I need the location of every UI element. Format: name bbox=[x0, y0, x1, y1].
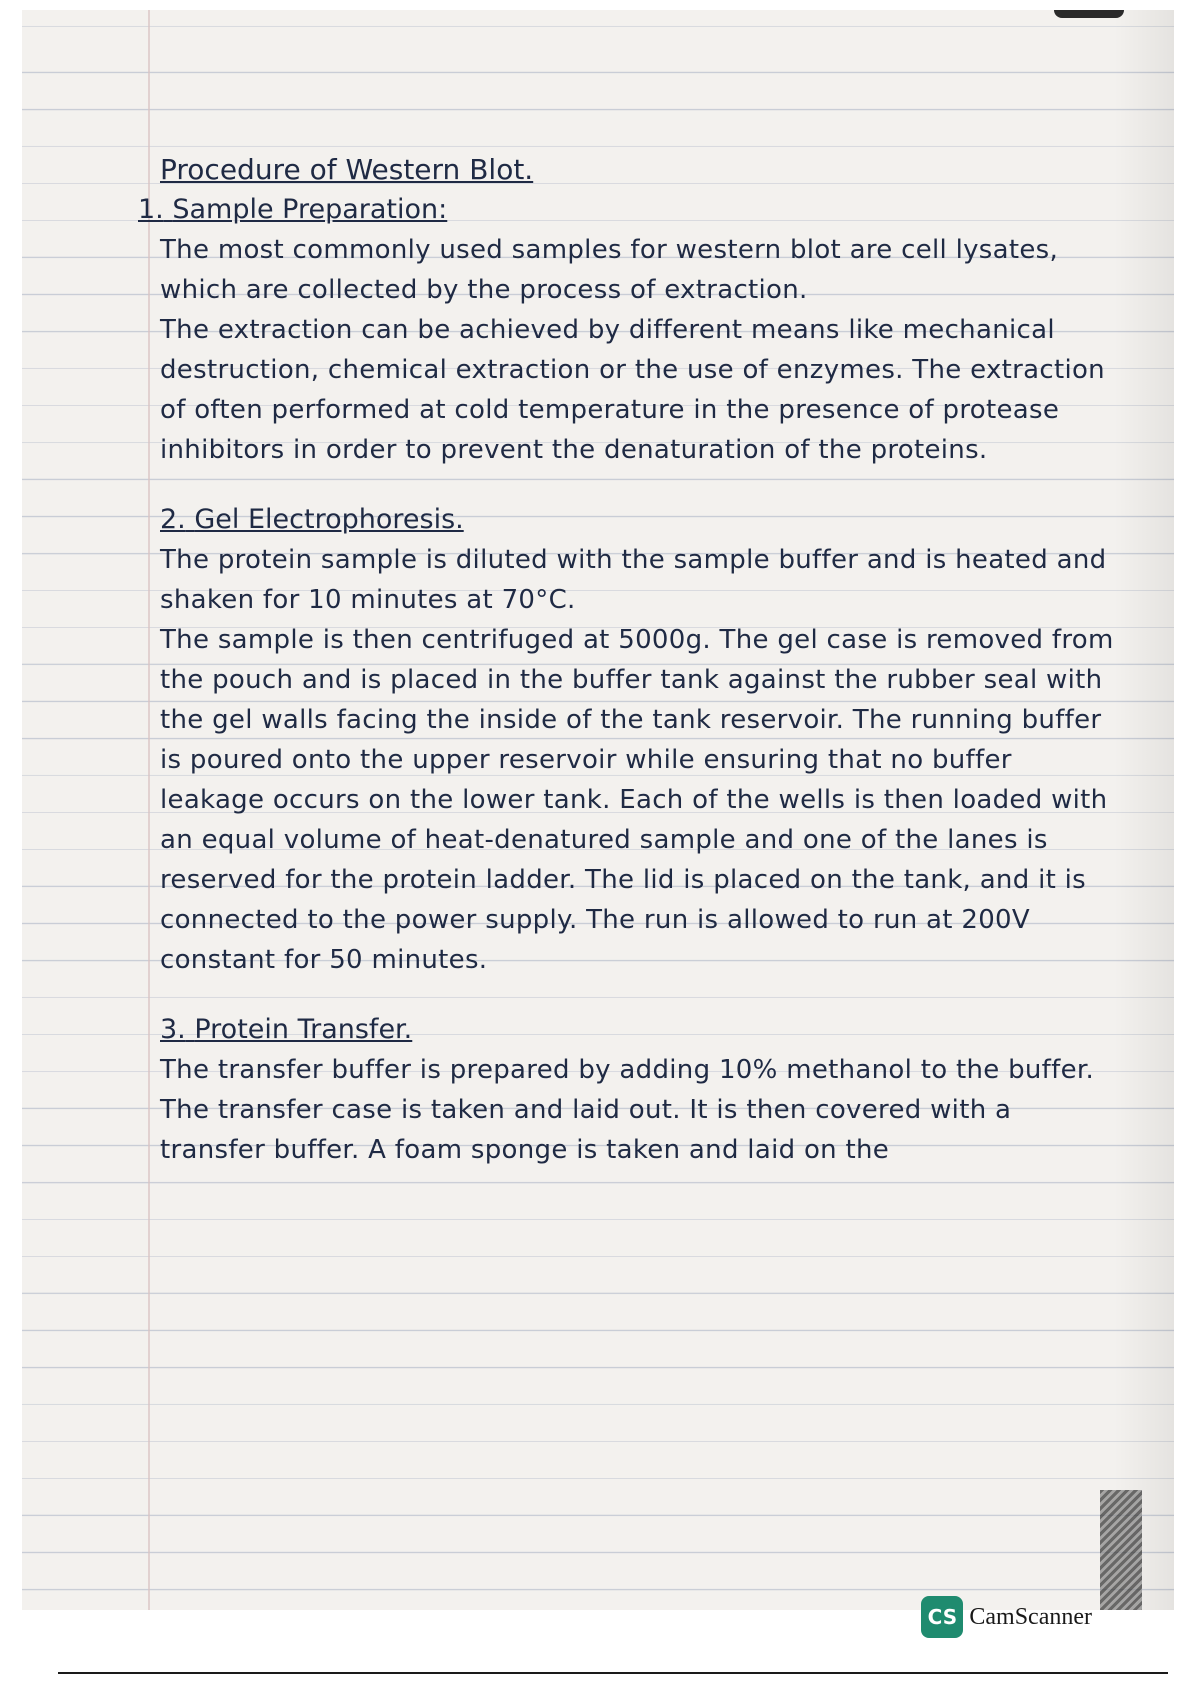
bottom-rule bbox=[58, 1672, 1168, 1674]
camscanner-watermark bbox=[921, 1596, 1092, 1638]
camscanner-logo-icon: CS bbox=[921, 1596, 963, 1638]
page-corner-top bbox=[1054, 10, 1124, 18]
paragraph: The sample is then centrifuged at 5000g. The gel case is removed from the pouch and is placed in the buffer tank against the rubber seal with the gel walls facing the inside of the tank reservoir. The running buffer is poured onto the upper reservoir while ensuring that no buffer leakage occurs on the lower tank. Each of the wells is then loaded with an equal volume of heat-denatured sample and one of the lanes is reserved for the protein ladder. The lid is placed on the tank, and it is connected to the power supply. The run is allowed to run at 200V constant for 50 minutes. bbox=[160, 625, 1114, 975]
section-title: Gel Electrophoresis. bbox=[194, 504, 464, 535]
section-sample-preparation bbox=[138, 190, 1120, 470]
section-title: Protein Transfer. bbox=[194, 1014, 413, 1045]
document-title: Procedure of Western Blot. bbox=[160, 153, 534, 186]
handwritten-content bbox=[138, 150, 1120, 1192]
section-number: 1. bbox=[138, 194, 164, 225]
camscanner-text: CamScanner bbox=[969, 1603, 1092, 1630]
section-title: Sample Preparation: bbox=[172, 194, 448, 225]
page-fold-shadow bbox=[1114, 10, 1174, 1610]
section-heading bbox=[160, 500, 1120, 540]
section-heading bbox=[138, 190, 1120, 230]
section-number: 3. bbox=[160, 1014, 186, 1045]
section-protein-transfer bbox=[160, 1010, 1120, 1170]
paragraph: The transfer buffer is prepared by adding 10% methanol to the buffer. The transfer case is taken and laid out. It is then covered with a transfer buffer. A foam sponge is taken and laid on the bbox=[160, 1055, 1095, 1165]
page-corner-bottom bbox=[1100, 1490, 1142, 1610]
section-gel-electrophoresis bbox=[160, 500, 1120, 980]
margin-line bbox=[148, 10, 150, 1610]
paragraph: The protein sample is diluted with the sample buffer and is heated and shaken for 10 minutes at 70°C. bbox=[160, 545, 1107, 615]
section-number: 2. bbox=[160, 504, 186, 535]
paragraph: The extraction can be achieved by different means like mechanical destruction, chemical extraction or the use of enzymes. The extraction of often performed at cold temperature in the presence of protease inhibitors in order to prevent the denaturation of the proteins. bbox=[160, 315, 1105, 465]
paragraph: The most commonly used samples for western blot are cell lysates, which are collected by the process of extraction. bbox=[160, 235, 1059, 305]
section-heading bbox=[160, 1010, 1120, 1050]
notebook-page bbox=[22, 10, 1174, 1610]
